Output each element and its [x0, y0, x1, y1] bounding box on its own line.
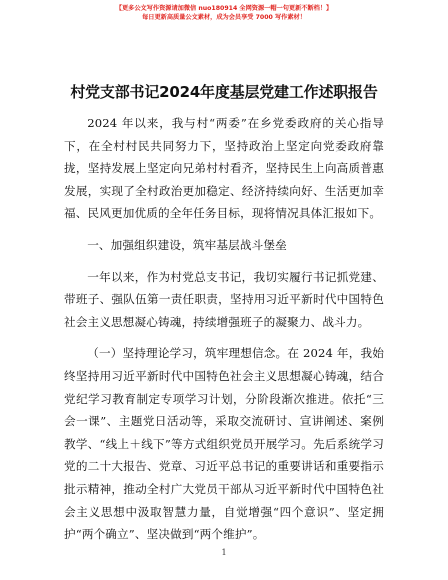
page-number: 1: [221, 548, 227, 557]
section-heading-1: 一、加强组织建设，筑牢基层战斗堡垒: [87, 237, 287, 252]
document-body: [64, 112, 384, 555]
promo-banner-line-2: 每日更新高质量公文素材，成为会员享受 7000 写作素材！: [142, 14, 306, 21]
document-title: 村党支部书记2024年度基层党建工作述职报告: [70, 83, 378, 101]
promo-banner-line-1: 【更多公文写作资源请加微信 nuo180914 全网资源一帽一句更新不断档！】: [115, 5, 333, 12]
subsection-1-paragraph: （一）坚持理论学习，筑牢理想信念。在 2024 年，我始终坚持用习近平新时代中国特色社会主义思想凝心铸魂，结合党纪学习教育制定专项学习计划，分阶段渐次推进。依托“三会一课”、主题党日活动等，采取交流研讨、宣讲阐述、案例教学、“线上＋线下”等方式组织党员开展学习。先后系统学习党的二十大报告、党章、习近平总书记的重要讲话和重要指示批示精神，推动全村广大党员干部从习近平新时代中国特色社会主义思想中汲取智慧力量，自觉增强“四个意识”、坚定拥护“两个确立”、坚决做到“两个维护”。: [64, 346, 384, 542]
promo-banner: [0, 4, 448, 22]
intro-paragraph: 2024 年以来，我与村“两委”在乡党委政府的关心指导下，在全村村民共同努力下，坚持政治上坚定向党委政府靠拢，坚持发展上坚定向兄弟村村看齐，坚持民生上向高质普惠发展，实现了全村政治更加稳定、经济持续向好、生活更加幸福、民风更加优质的全年任务目标，现将情况具体汇报如下。: [64, 116, 384, 221]
section-1-paragraph: 一年以来，作为村党总支书记，我切实履行书记抓党建、带班子、强队伍第一责任职责，坚持用习近平新时代中国特色社会主义思想凝心铸魂，持续增强班子的凝聚力、战斗力。: [64, 269, 384, 329]
